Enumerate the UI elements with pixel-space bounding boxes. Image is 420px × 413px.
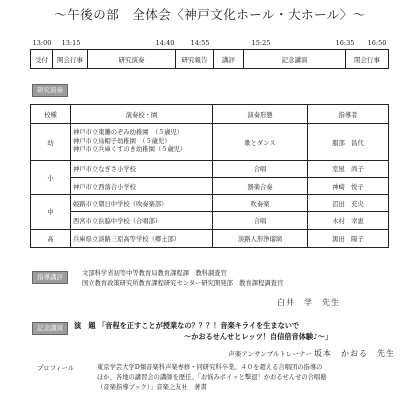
leader-cell: 室屋 尚子 bbox=[308, 160, 389, 177]
school-cell: 神戸市立西落合小学校 bbox=[71, 178, 213, 195]
research-table bbox=[30, 104, 389, 248]
page-title: 〜午後の部 全体会〈神戸文化ホール・大ホール〉〜 bbox=[54, 7, 366, 22]
school-cell: 神戸市立なぎさ小学校 bbox=[71, 160, 213, 177]
school-name: 神戸市立兵庫くすのき幼稚園（５歳児） bbox=[73, 146, 187, 154]
table-header-row bbox=[31, 105, 389, 124]
profile-line: 東京学芸大学D類音楽科声楽専修・同研究科卒業。４０を超える合唱団の指導の bbox=[97, 364, 323, 371]
lecture-label: 演 題 bbox=[74, 321, 96, 330]
lecture-title-line: 「音程を正すことが授業なの？？？！音楽キライを生まないで bbox=[98, 321, 300, 330]
profile-line: （音楽指導ブック）」音楽之友社 著書 bbox=[97, 384, 207, 391]
table-row bbox=[31, 160, 389, 177]
schedule-cell: 開会行事 bbox=[53, 50, 88, 69]
time-label: 14:40 bbox=[155, 39, 175, 47]
profile-line: ほか、各地の講習会の講師を歴任。「お悩みポイッと撃退！かおるせんせの合唱塾 bbox=[97, 374, 327, 381]
form-cell: 合唱 bbox=[213, 212, 308, 229]
table-row bbox=[31, 212, 389, 229]
column-header: 演奏校・園 bbox=[71, 105, 213, 124]
section-tag-lecture: 記念講演 bbox=[32, 322, 68, 335]
time-label: 15:25 bbox=[251, 39, 271, 47]
leader-cell: 服部 昌代 bbox=[308, 124, 389, 161]
table-row bbox=[31, 178, 389, 195]
lecturer bbox=[0, 348, 395, 359]
form-cell: 吹奏楽 bbox=[213, 195, 308, 212]
schedule-cell: 研究演奏 bbox=[88, 50, 176, 69]
form-cell: 歌とダンス bbox=[213, 124, 308, 161]
time-label: 16:50 bbox=[367, 39, 387, 47]
leader-cell: 沼田 充央 bbox=[308, 195, 389, 212]
schedule-cell: 記念講演 bbox=[244, 50, 346, 69]
column-header: 指導者 bbox=[308, 105, 389, 124]
school-cell: 西宮市立浜脇中学校（合唱部） bbox=[71, 212, 213, 229]
lecturer-role: 声楽アンサンブルトレーナー bbox=[228, 350, 312, 358]
school-name: 神戸市立烏帽子幼稚園 （５歳児） bbox=[73, 137, 171, 145]
time-label: 13:00 bbox=[32, 39, 52, 47]
table-row bbox=[31, 195, 389, 212]
column-header: 演奏形態 bbox=[213, 105, 308, 124]
schedule-bar bbox=[30, 49, 389, 69]
profile-text bbox=[97, 363, 397, 393]
lecture-title bbox=[74, 320, 332, 342]
table-row bbox=[31, 229, 389, 247]
leader-cell: 木村 幸恵 bbox=[308, 212, 389, 229]
school-cell: 兵庫県立淡路三原高等学校（郷土部） bbox=[71, 229, 213, 247]
section-tag-research: 研究演奏 bbox=[32, 84, 68, 97]
profile-label: プロフィール bbox=[37, 365, 75, 372]
form-cell: 器楽合奏 bbox=[213, 178, 308, 195]
time-label: 16:35 bbox=[335, 39, 355, 47]
schedule-cell: 閉会行事 bbox=[346, 50, 389, 69]
form-cell: 淡路人形浄瑠璃 bbox=[213, 229, 308, 247]
time-axis bbox=[0, 39, 420, 49]
lecture-title-line: 〜かおるせんせとレッツ！自信倍音体験♪〜」 bbox=[184, 332, 333, 341]
school-cell bbox=[71, 124, 213, 161]
lecturer-name: 坂本 かおる 先生 bbox=[314, 349, 395, 358]
school-type-cell: 幼 bbox=[31, 124, 71, 161]
schedule-cell: 受付 bbox=[31, 50, 53, 69]
advisor-title: 文部科学省初等中等教育局教育課程課 教科調査官 bbox=[82, 270, 227, 277]
time-label: 13:15 bbox=[61, 39, 81, 47]
leader-cell: 黒田 陽子 bbox=[308, 229, 389, 247]
schedule-cell: 研究報告 bbox=[176, 50, 214, 69]
school-type-cell: 小 bbox=[31, 160, 71, 194]
table-row bbox=[31, 124, 389, 161]
column-header: 校種 bbox=[31, 105, 71, 124]
advisor-titles bbox=[82, 269, 283, 288]
school-name: 神戸市立東灘のぞみ幼稚園 （５歳児） bbox=[73, 129, 184, 137]
schedule-cell: 講評 bbox=[214, 50, 244, 69]
section-tag-advice: 指導講評 bbox=[32, 271, 68, 284]
school-type-cell: 高 bbox=[31, 229, 71, 247]
advisor-title: 国立教育政策研究所教育課程研究センター研究開発部 教育課程調査官 bbox=[82, 279, 284, 287]
school-cell: 姫路市立朝日中学校（吹奏楽部） bbox=[71, 195, 213, 212]
form-cell: 合唱 bbox=[213, 160, 308, 177]
time-label: 14:55 bbox=[190, 39, 210, 47]
leader-cell: 神崎 悦子 bbox=[308, 178, 389, 195]
advisor-name: 白井 学 先生 bbox=[277, 298, 340, 307]
school-type-cell: 中 bbox=[31, 195, 71, 229]
